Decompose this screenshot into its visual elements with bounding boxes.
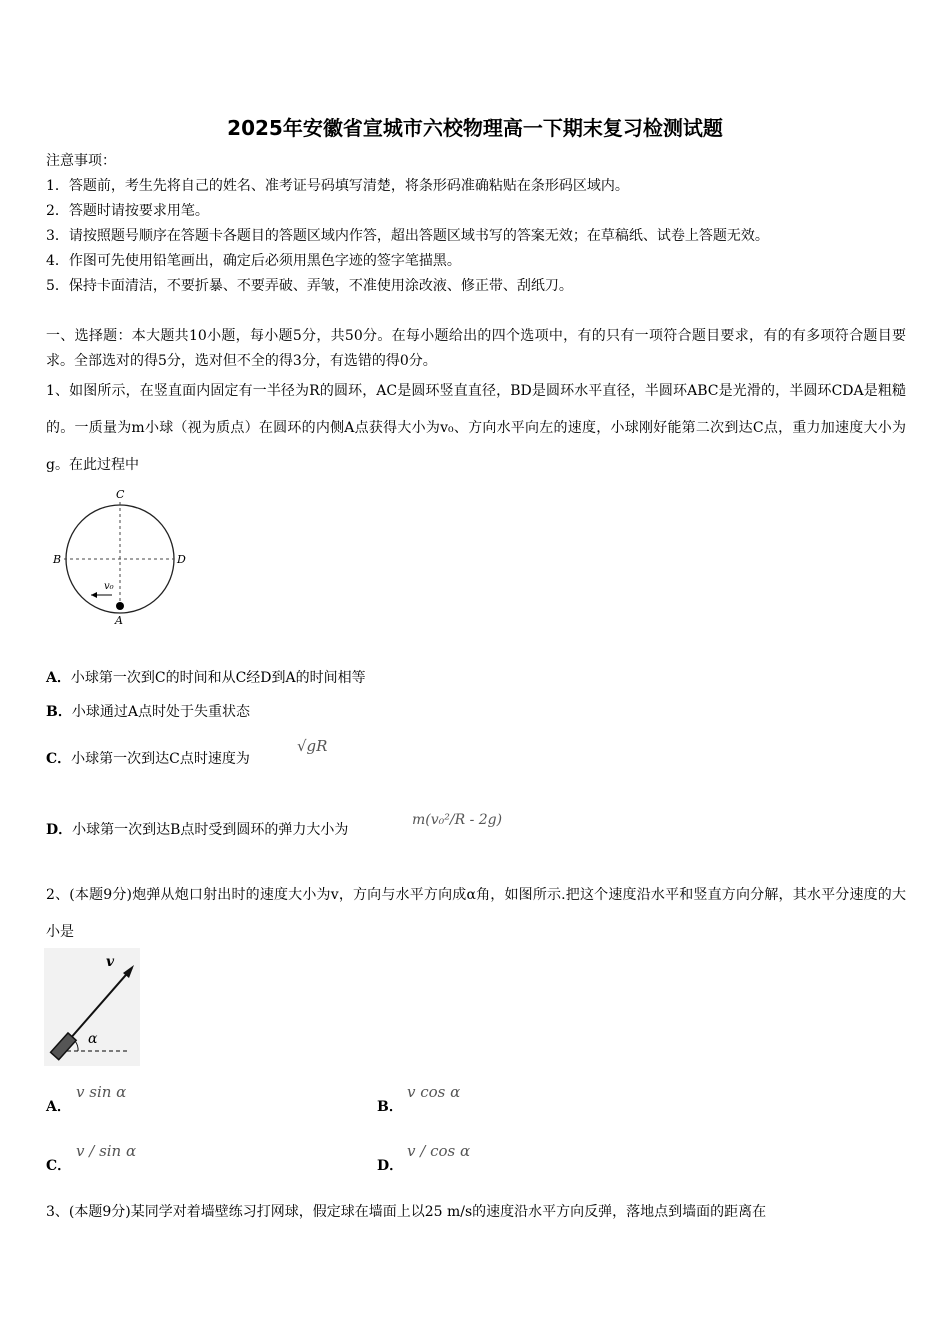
- label-v: v: [106, 954, 115, 970]
- option-text: 小球通过A点时处于失重状态: [71, 704, 250, 720]
- label-c: C: [116, 488, 125, 501]
- q2-option-d-formula: v / cos α: [407, 1142, 471, 1160]
- circle-ring-figure: [46, 484, 196, 630]
- option-c: [46, 749, 250, 769]
- question-2-text: 2、(本题9分)炮弹从炮口射出时的速度大小为v，方向与水平方向成α角，如图所示.把这个速度沿水平和竖直方向分解，其水平分速度的大小是: [46, 887, 906, 940]
- option-label: D．: [46, 822, 73, 838]
- question-3-text: 3、(本题9分)某同学对着墙壁练习打网球，假定球在墙面上以25 m/s的速度沿水平方向反弹，落地点到墙面的距离在: [46, 1204, 767, 1220]
- notice-item: 4．作图可先使用铅笔画出，确定后必须用黑色字迹的签字笔描黑。: [46, 253, 461, 269]
- formula-normal-force: m(v₀²/R - 2g): [412, 812, 503, 828]
- option-label: C．: [46, 751, 72, 767]
- section-intro: 一、选择题：本大题共10小题，每小题5分，共50分。在每小题给出的四个选项中，有的只有一项符合题目要求，有的有多项符合题目要求。全部选对的得5分，选对但不全的得3分，有选错的得0分。: [46, 328, 906, 369]
- page-title: 2025年安徽省宣城市六校物理高一下期末复习检测试题: [227, 116, 723, 140]
- option-b: [46, 702, 250, 722]
- q2-option-c-label: C．: [46, 1158, 72, 1174]
- label-v0: v₀: [104, 581, 114, 592]
- velocity-arrowhead: [91, 592, 97, 598]
- label-alpha: α: [88, 1031, 98, 1047]
- option-a: [46, 668, 366, 688]
- q2-option-a-formula: v sin α: [76, 1083, 127, 1101]
- notice-item: 5．保持卡面清洁，不要折暴、不要弄破、弄皱，不准使用涂改液、修正带、刮纸刀。: [46, 278, 573, 294]
- question-1-text: 1、如图所示，在竖直面内固定有一半径为R的圆环，AC是圆环竖直直径，BD是圆环水平直径，半圆环ABC是光滑的，半圆环CDA是粗糙的。一质量为m小球（视为质点）在圆环的内侧A点获得大小为v₀、方向水平向左的速度，小球刚好能第二次到达C点，重力加速度大小为g。在此过程中: [46, 383, 906, 473]
- notice-item: 1．答题前，考生先将自己的姓名、准考证号码填写清楚，将条形码准确粘贴在条形码区域内。: [46, 178, 629, 194]
- option-d: [46, 820, 348, 840]
- q2-option-d-label: D．: [377, 1158, 404, 1174]
- option-text: 小球第一次到C的时间和从C经D到A的时间相等: [70, 670, 366, 686]
- cannon-figure: [44, 948, 140, 1066]
- option-label: B．: [46, 704, 72, 720]
- option-text: 小球第一次到达C点时速度为: [71, 751, 250, 767]
- notice-item: 3．请按照题号顺序在答题卡各题目的答题区域内作答，超出答题区域书写的答案无效；在草稿纸、试卷上答题无效。: [46, 228, 769, 244]
- q2-option-b-label: B．: [377, 1099, 403, 1115]
- option-label: A．: [46, 670, 71, 686]
- label-d: D: [177, 553, 186, 566]
- q2-option-b-formula: v cos α: [407, 1083, 461, 1101]
- formula-sqrt-gr: √gR: [297, 737, 328, 755]
- ball-dot: [116, 602, 124, 610]
- option-text: 小球第一次到达B点时受到圆环的弹力大小为: [72, 822, 349, 838]
- q2-option-c-formula: v / sin α: [76, 1142, 137, 1160]
- notice-item: 2．答题时请按要求用笔。: [46, 203, 209, 219]
- q2-option-a-label: A．: [46, 1099, 71, 1115]
- notice-heading: 注意事项：: [46, 153, 116, 169]
- label-a: A: [115, 614, 123, 627]
- label-b: B: [53, 553, 62, 566]
